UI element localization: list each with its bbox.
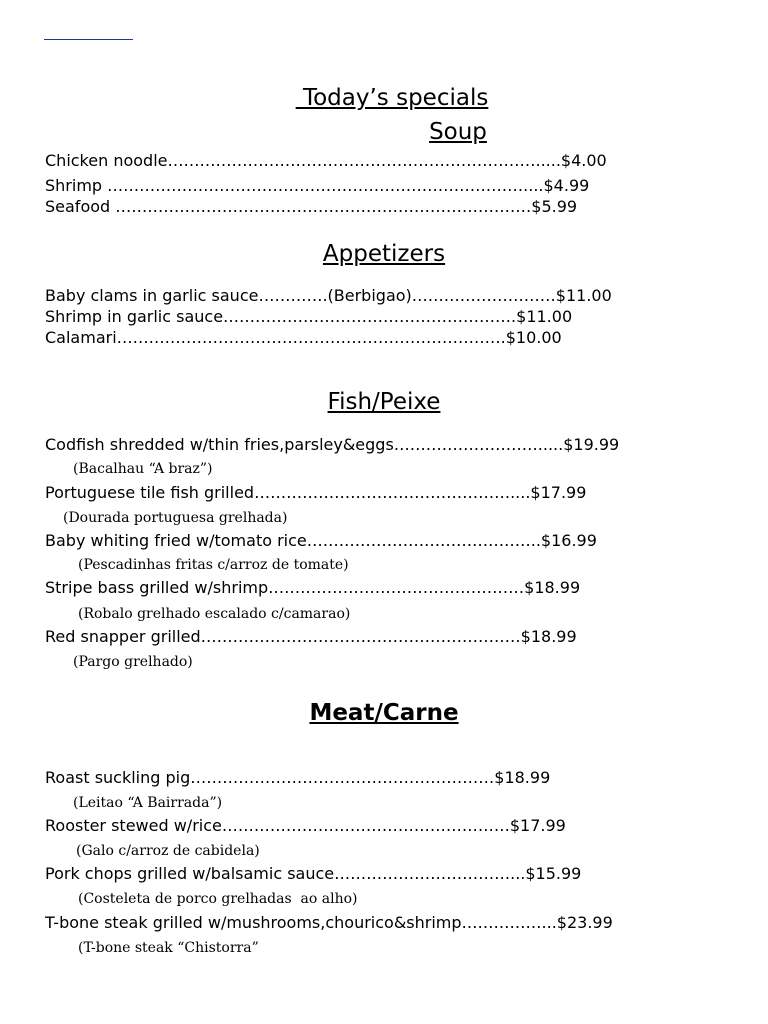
fish-item-stripe-bass: Stripe bass grilled w/shrimp…………………………………………$18.99: [45, 578, 581, 597]
meat-item-tbone-steak: T-bone steak grilled w/mushrooms,chourico&shrimp……………...$23.99: [45, 913, 613, 932]
fish-item-baby-whiting: Baby whiting fried w/tomato rice……………………………………..$16.99: [45, 531, 597, 550]
meat-item-suckling-pig: Roast suckling pig…………………………………………………$18.99: [45, 768, 551, 787]
meat-item-rooster-translation: (Galo c/arroz de cabidela): [76, 843, 260, 859]
fish-item-red-snapper-translation: (Pargo grelhado): [73, 654, 193, 670]
fish-item-codfish: Codfish shredded w/thin fries,parsley&eggs……………………….....$19.99: [45, 435, 620, 454]
fish-item-red-snapper: Red snapper grilled……………………………………………………$18.99: [45, 627, 577, 646]
meat-heading: Meat/Carne: [309, 700, 459, 726]
meat-item-tbone-steak-translation: (T-bone steak “Chistorra”: [78, 940, 259, 956]
fish-heading: Fish/Peixe: [327, 389, 441, 415]
soup-heading: Soup: [429, 119, 487, 145]
page-title: Today’s specials: [295, 85, 489, 111]
fish-item-codfish-translation: (Bacalhau “A braz”): [73, 461, 213, 477]
soup-item-chicken-noodle: Chicken noodle…………………………………………………………….....$4.00: [45, 151, 607, 170]
appetizers-heading: Appetizers: [322, 241, 446, 267]
appetizer-item-baby-clams: Baby clams in garlic sauce………….(Berbigao)………………………$11.00: [45, 286, 612, 305]
fish-item-stripe-bass-translation: (Robalo grelhado escalado c/camarao): [78, 606, 351, 622]
fish-item-tile-fish-translation: (Dourada portuguesa grelhada): [63, 510, 288, 526]
meat-item-suckling-pig-translation: (Leitao “A Bairrada”): [73, 795, 223, 811]
meat-item-pork-chops-translation: (Costeleta de porco grelhadas ao alho): [78, 891, 358, 907]
meat-item-rooster: Rooster stewed w/rice………………………………………………$17.99: [45, 816, 566, 835]
top-rule: [44, 39, 133, 40]
fish-item-baby-whiting-translation: (Pescadinhas fritas c/arroz de tomate): [78, 557, 349, 573]
fish-item-tile-fish: Portuguese tile fish grilled…………………………………………....$17.99: [45, 483, 587, 502]
appetizer-item-shrimp-garlic: Shrimp in garlic sauce……………………………………………….$11.00: [45, 307, 573, 326]
appetizer-item-calamari: Calamari……………………………………………………………….$10.00: [45, 328, 562, 347]
soup-item-seafood: Seafood ……………………………………………………………………$5.99: [45, 197, 578, 216]
meat-item-pork-chops: Pork chops grilled w/balsamic sauce……………………………...$15.99: [45, 864, 582, 883]
soup-item-shrimp: Shrimp ……………………………………………………………………....$4.99: [45, 176, 590, 195]
